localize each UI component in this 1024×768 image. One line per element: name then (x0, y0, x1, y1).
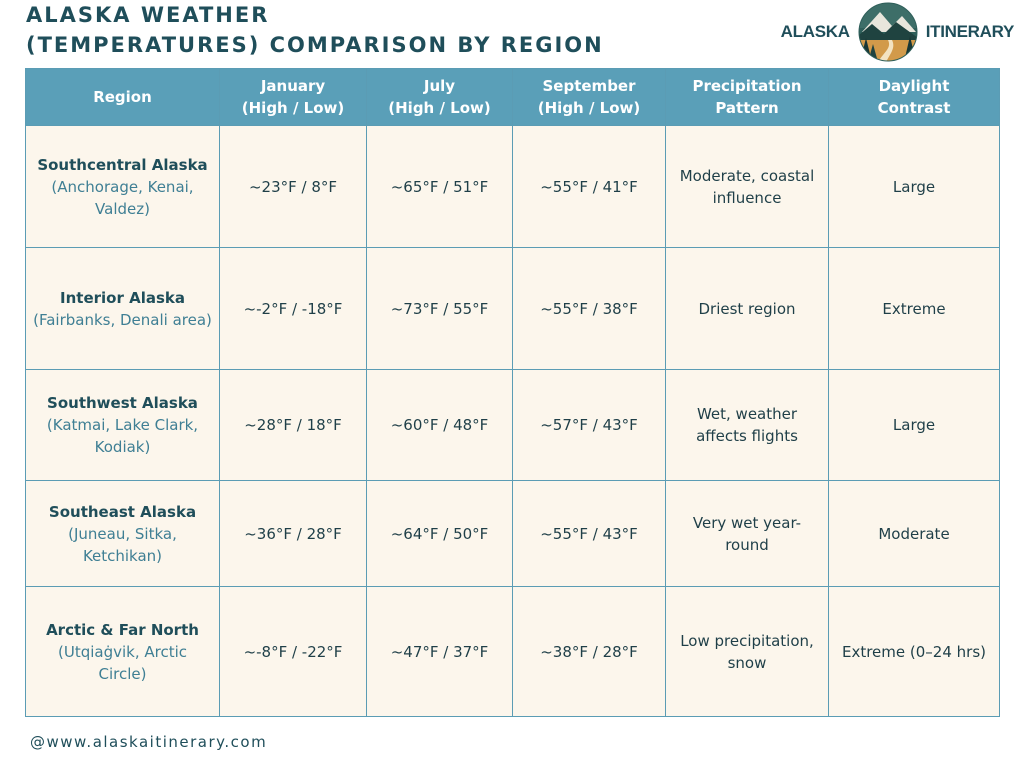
region-name: Southeast Alaska (48, 502, 197, 521)
page-title-line-1: ALASKA WEATHER (26, 3, 270, 27)
column-header-september (513, 69, 666, 126)
january-cell: ~-8°F / -22°F (220, 587, 367, 717)
january-cell: ~-2°F / -18°F (220, 248, 367, 370)
region-places: (Fairbanks, Denali area) (33, 310, 212, 329)
column-header-line: (High / Low) (241, 99, 345, 117)
brand-word-right: ITINERARY (925, 22, 1014, 41)
column-header-line: Region (93, 88, 152, 106)
column-header-line: Contrast (877, 99, 951, 117)
brand-logo (781, 2, 1014, 62)
region-cell (26, 481, 220, 587)
brand-word-left: ALASKA (780, 22, 850, 41)
website-footer: @www.alaskaitinerary.com (30, 733, 268, 751)
column-header-line: Precipitation (692, 77, 802, 95)
january-cell: ~23°F / 8°F (220, 126, 367, 248)
table-row (26, 481, 1000, 587)
column-header-region (26, 69, 220, 126)
january-cell: ~28°F / 18°F (220, 370, 367, 481)
region-cell (26, 587, 220, 717)
table-row (26, 126, 1000, 248)
daylight-cell: Moderate (829, 481, 1000, 587)
july-cell: ~64°F / 50°F (367, 481, 513, 587)
column-header-line: (High / Low) (388, 99, 491, 117)
mountain-lake-logo-icon (858, 2, 918, 62)
region-name: Interior Alaska (60, 288, 185, 307)
precipitation-cell: Wet, weather affects flights (666, 370, 829, 481)
table-row (26, 248, 1000, 370)
region-name: Southcentral Alaska (37, 155, 208, 174)
column-header-precipitation (666, 69, 829, 126)
daylight-cell: Extreme (0–24 hrs) (829, 587, 1000, 717)
daylight-cell: Extreme (829, 248, 1000, 370)
region-cell (26, 370, 220, 481)
precipitation-cell: Low precipitation, snow (666, 587, 829, 717)
page-title-line-2: (TEMPERATURES) COMPARISON BY REGION (26, 33, 604, 57)
page-title (26, 0, 604, 60)
column-header-line: January (260, 77, 326, 95)
column-header-line: July (423, 77, 456, 95)
july-cell: ~73°F / 55°F (367, 248, 513, 370)
july-cell: ~47°F / 37°F (367, 587, 513, 717)
region-places: (Katmai, Lake Clark, Kodiak) (46, 416, 199, 456)
precipitation-cell: Moderate, coastal influence (666, 126, 829, 248)
region-name: Southwest Alaska (47, 394, 198, 412)
table-header-row (26, 69, 1000, 126)
july-cell: ~65°F / 51°F (367, 126, 513, 248)
column-header-line: (High / Low) (537, 99, 641, 117)
column-header-line: Pattern (715, 99, 779, 117)
column-header-july (367, 69, 513, 126)
region-name: Arctic & Far North (46, 620, 199, 639)
precipitation-cell: Very wet year-round (666, 481, 829, 587)
precipitation-cell: Driest region (666, 248, 829, 370)
september-cell: ~57°F / 43°F (513, 370, 666, 481)
september-cell: ~55°F / 43°F (513, 481, 666, 587)
september-cell: ~38°F / 28°F (513, 587, 666, 717)
table-row (26, 587, 1000, 717)
september-cell: ~55°F / 41°F (513, 126, 666, 248)
region-places: (Utqiaġvik, Arctic Circle) (57, 642, 188, 683)
daylight-cell: Large (829, 126, 1000, 248)
table-row (26, 370, 1000, 481)
column-header-line: September (542, 77, 636, 95)
column-header-daylight (829, 69, 1000, 126)
january-cell: ~36°F / 28°F (220, 481, 367, 587)
region-cell (26, 126, 220, 248)
daylight-cell: Large (829, 370, 1000, 481)
region-places: (Juneau, Sitka, Ketchikan) (68, 524, 177, 565)
region-cell (26, 248, 220, 370)
column-header-line: Daylight (878, 77, 950, 95)
column-header-january (220, 69, 367, 126)
july-cell: ~60°F / 48°F (367, 370, 513, 481)
weather-comparison-table (25, 68, 1000, 717)
september-cell: ~55°F / 38°F (513, 248, 666, 370)
region-places: (Anchorage, Kenai, Valdez) (51, 177, 194, 218)
